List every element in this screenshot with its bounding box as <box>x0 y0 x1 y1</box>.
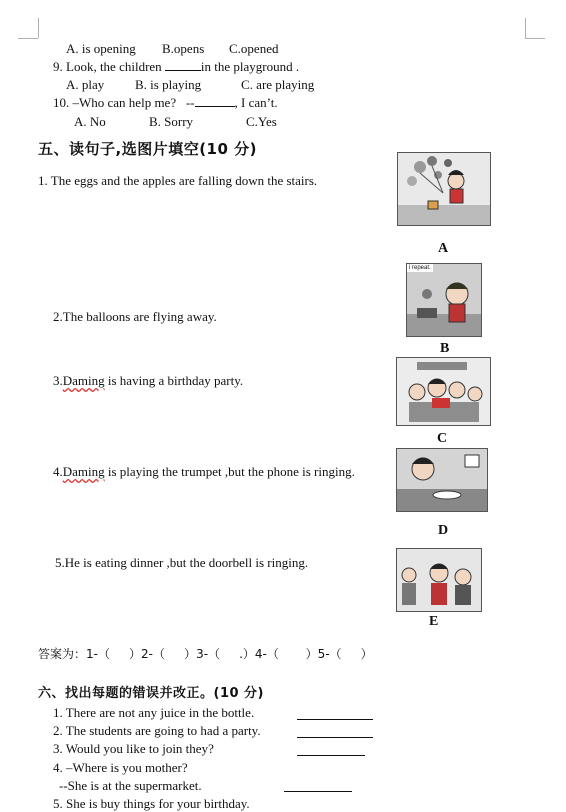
q10-stem-text: 10. –Who can help me? -- <box>53 95 195 110</box>
crop-mark-top-right-v <box>525 18 526 38</box>
crop-mark-top-left-h <box>18 38 38 39</box>
q8-options <box>66 41 279 57</box>
picture-a-letter: A <box>438 241 449 256</box>
picture-e <box>396 548 482 612</box>
s5-sentence-2-text: The balloons are flying away. <box>62 309 217 324</box>
s5-sentence-3-num: 3. <box>53 373 63 388</box>
picture-d <box>396 448 488 512</box>
s5-sentence-5 <box>55 555 308 571</box>
q10-blank[interactable] <box>195 95 235 107</box>
q10-option-b: B. Sorry <box>149 114 194 129</box>
picture-b-letter: B <box>440 341 450 356</box>
q10-options <box>74 114 277 130</box>
s6-item-4: 4. –Where is you mother? <box>53 760 188 775</box>
q9-stem-text: 9. Look, the children <box>53 59 162 74</box>
section5-title: 五、读句子,选图片填空(10 分) <box>38 140 258 158</box>
s5-sentence-1-num: 1. <box>38 173 48 188</box>
picture-a-illustration <box>398 153 490 225</box>
q9-option-c: C. are playing <box>241 77 315 92</box>
s6-item-2-answer-blank[interactable] <box>297 737 373 738</box>
s5-sentence-4-num: 4. <box>53 464 63 479</box>
crop-mark-top-right-h <box>525 38 545 39</box>
s5-sentence-1 <box>38 173 317 189</box>
s6-item-4-reply: --She is at the supermarket. <box>59 778 202 793</box>
s6-item-1: 1. There are not any juice in the bottle. <box>53 705 255 720</box>
picture-a <box>397 152 491 226</box>
q8-option-c: C.opened <box>229 41 279 56</box>
s5-sentence-2-num: 2. <box>53 309 63 324</box>
q9-option-b: B. is playing <box>135 77 202 92</box>
picture-b-caption: i repeat. <box>409 265 431 271</box>
picture-d-letter: D <box>438 523 449 538</box>
picture-b-illustration <box>407 264 481 336</box>
crop-mark-top-left-v <box>38 18 39 38</box>
picture-c-letter: C <box>437 431 448 446</box>
answer-line[interactable]: 答案为：1-（ ）2-（ ）3-（ .）4-（ ）5-（ ） <box>38 647 373 661</box>
q8-option-b: B.opens <box>162 41 205 56</box>
picture-b <box>406 263 482 337</box>
q9-options <box>66 77 315 93</box>
s5-sentence-3 <box>53 373 243 389</box>
s6-item-3: 3. Would you like to join they? <box>53 741 214 756</box>
q9-blank[interactable] <box>165 59 201 71</box>
s6-item-5: 5. She is buy things for your birthday. <box>53 796 250 811</box>
s5-sentence-2 <box>53 309 217 325</box>
s5-sentence-5-text: He is eating dinner ,but the doorbell is ringing. <box>64 555 309 570</box>
s5-sentence-1-text: The eggs and the apples are falling down the stairs. <box>50 173 318 188</box>
s5-sentence-4-name: Daming <box>62 464 105 479</box>
s6-item-2: 2. The students are going to had a party. <box>53 723 261 738</box>
s5-sentence-5-num: 5. <box>55 555 65 570</box>
picture-c-illustration <box>397 358 490 425</box>
s6-item-4-answer-blank[interactable] <box>284 791 352 792</box>
picture-e-illustration <box>397 549 481 611</box>
s5-sentence-4-text: is playing the trumpet ,but the phone is ringing. <box>104 464 355 479</box>
q9-stem <box>53 59 299 75</box>
q10-stem-end: , I can’t. <box>234 95 278 110</box>
s6-item-1-answer-blank[interactable] <box>297 719 373 720</box>
q10-option-c: C.Yes <box>246 114 277 129</box>
s5-sentence-3-name: Daming <box>62 373 105 388</box>
s5-sentence-4 <box>53 464 355 480</box>
q9-option-a: A. play <box>66 77 105 92</box>
q10-stem <box>53 95 278 111</box>
s6-item-3-answer-blank[interactable] <box>297 755 365 756</box>
q8-option-a: A. is opening <box>66 41 136 56</box>
picture-e-letter: E <box>429 614 439 629</box>
picture-d-illustration <box>397 449 487 511</box>
q9-stem-end: in the playground . <box>200 59 300 74</box>
picture-c <box>396 357 491 426</box>
q10-option-a: A. No <box>74 114 106 129</box>
s5-sentence-3-text: is having a birthday party. <box>104 373 244 388</box>
section6-title: 六、找出每题的错误并改正。(10 分) <box>38 686 264 701</box>
